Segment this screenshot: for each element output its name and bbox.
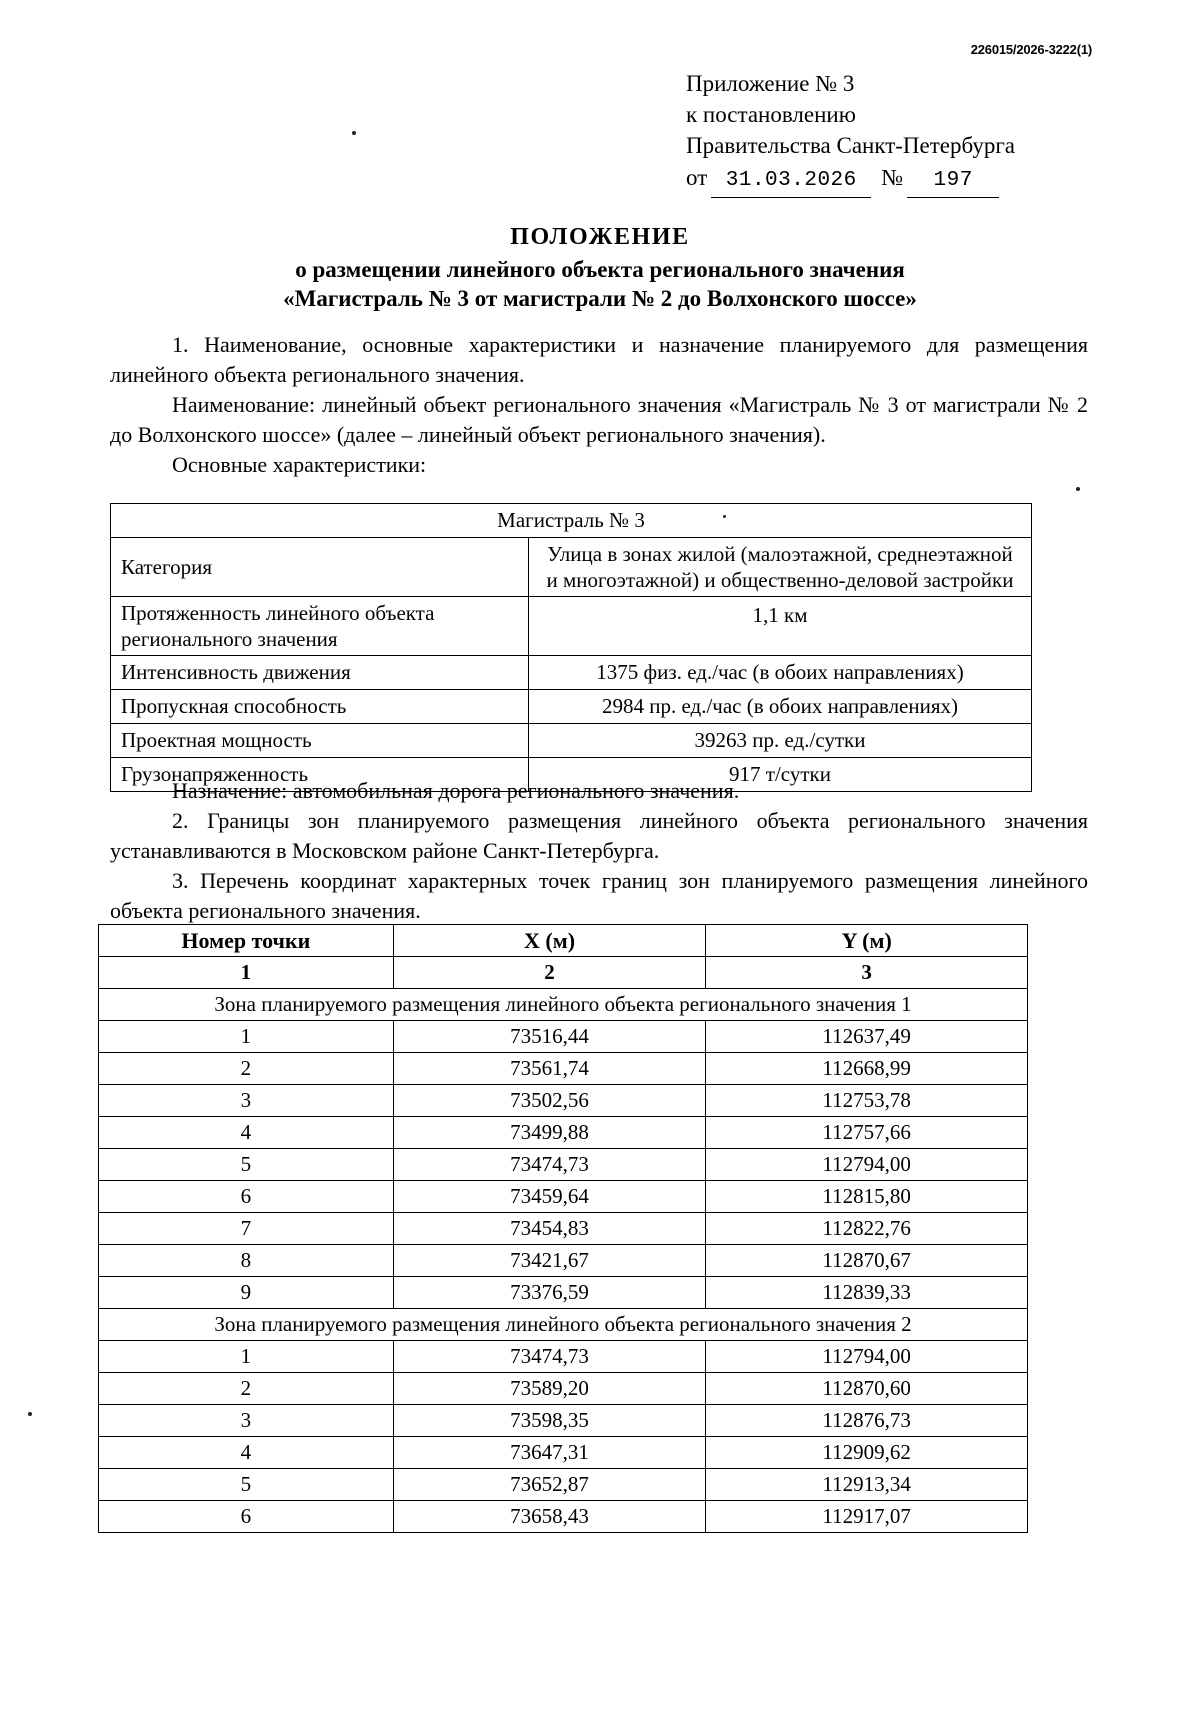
cell-y: 112839,33 (706, 1277, 1028, 1309)
coord-header-point: Номер точки (99, 925, 394, 957)
table-row (111, 538, 1032, 597)
coordinates-table-container (98, 924, 1028, 1533)
char-value-freight-load: 917 т/сутки (529, 758, 1032, 792)
char-label-category: Категория (111, 538, 529, 597)
cell-x: 73589,20 (393, 1373, 706, 1405)
table-row (111, 504, 1032, 538)
scan-speck (1076, 487, 1080, 491)
from-label: от (686, 165, 708, 190)
cell-y: 112794,00 (706, 1341, 1028, 1373)
cell-point: 2 (99, 1373, 394, 1405)
cell-point: 3 (99, 1085, 394, 1117)
char-value-category-line-2: и многоэтажной) и общественно-деловой застройки (546, 568, 1014, 592)
coordinates-table (98, 924, 1028, 1533)
table-row (111, 656, 1032, 690)
coord-colnum-2: 2 (393, 957, 706, 989)
cell-point: 5 (99, 1149, 394, 1181)
page-subtitle (0, 255, 1200, 313)
cell-y: 112870,67 (706, 1245, 1028, 1277)
cell-x: 73376,59 (393, 1277, 706, 1309)
cell-y: 112757,66 (706, 1117, 1028, 1149)
zone-caption-row (99, 989, 1028, 1021)
resolution-date-value: 31.03.2026 (711, 165, 871, 198)
cell-x: 73454,83 (393, 1213, 706, 1245)
number-sign-label: № (881, 165, 904, 190)
cell-y: 112876,73 (706, 1405, 1028, 1437)
cell-point: 7 (99, 1213, 394, 1245)
table-header-row (99, 925, 1028, 957)
cell-point: 3 (99, 1405, 394, 1437)
cell-point: 9 (99, 1277, 394, 1309)
table-row (99, 1021, 1028, 1053)
appendix-label: Приложение № 3 (686, 71, 855, 96)
char-value-length: 1,1 км (529, 597, 1032, 656)
cell-y: 112822,76 (706, 1213, 1028, 1245)
section-2-paragraph-1: Назначение: автомобильная дорога регионального значения. (172, 778, 740, 803)
cell-point: 4 (99, 1437, 394, 1469)
cell-point: 6 (99, 1181, 394, 1213)
table-row (99, 1085, 1028, 1117)
cell-y: 112637,49 (706, 1021, 1028, 1053)
table-row (99, 1501, 1028, 1533)
cell-y: 112917,07 (706, 1501, 1028, 1533)
document-registration-id: 226015/2026-3222(1) (970, 42, 1092, 57)
characteristics-table-title: Магистраль № 3 (111, 504, 1032, 538)
cell-x: 73474,73 (393, 1341, 706, 1373)
page-title: ПОЛОЖЕНИЕ (510, 224, 690, 250)
table-row (99, 1277, 1028, 1309)
cell-point: 2 (99, 1053, 394, 1085)
char-value-design-power: 39263 пр. ед./сутки (529, 724, 1032, 758)
coordinates-table-body (99, 989, 1028, 1533)
section-1-paragraph-2: Наименование: линейный объект регионального значения «Магистраль № 3 от магистрали № 2 до Волхонского шоссе» (далее – линейный объект регионального значения). (110, 392, 1088, 447)
table-column-number-row (99, 957, 1028, 989)
coord-header-x: X (м) (393, 925, 706, 957)
char-label-traffic-intensity: Интенсивность движения (111, 656, 529, 690)
char-label-length-line-2: регионального значения (121, 627, 338, 651)
table-row (99, 1245, 1028, 1277)
cell-y: 112815,80 (706, 1181, 1028, 1213)
cell-point: 1 (99, 1341, 394, 1373)
char-value-traffic-intensity: 1375 физ. ед./час (в обоих направлениях) (529, 656, 1032, 690)
cell-y: 112870,60 (706, 1373, 1028, 1405)
section-2-paragraph-3: 3. Перечень координат характерных точек границ зон планируемого размещения линейного объекта регионального значения. (110, 868, 1088, 923)
characteristics-table-container (110, 503, 1032, 792)
to-resolution-label: к постановлению (686, 102, 856, 127)
cell-x: 73502,56 (393, 1085, 706, 1117)
zone-1-caption: Зона планируемого размещения линейного объекта регионального значения 1 (99, 989, 1028, 1021)
resolution-date-number-line (686, 162, 1015, 198)
coord-header-y: Y (м) (706, 925, 1028, 957)
cell-x: 73516,44 (393, 1021, 706, 1053)
section-2-paragraph-2: 2. Границы зон планируемого размещения линейного объекта регионального значения устанавливаются в Московском районе Санкт-Петербурга. (110, 808, 1088, 863)
table-row (99, 1341, 1028, 1373)
cell-y: 112668,99 (706, 1053, 1028, 1085)
cell-point: 4 (99, 1117, 394, 1149)
government-label: Правительства Санкт-Петербурга (686, 133, 1015, 158)
cell-y: 112794,00 (706, 1149, 1028, 1181)
section-1-paragraph-1: 1. Наименование, основные характеристики и назначение планируемого для размещения линейного объекта регионального значения. (110, 332, 1088, 387)
cell-point: 8 (99, 1245, 394, 1277)
zone-2-caption: Зона планируемого размещения линейного объекта регионального значения 2 (99, 1309, 1028, 1341)
scan-speck (352, 131, 356, 135)
table-row (99, 1149, 1028, 1181)
cell-x: 73474,73 (393, 1149, 706, 1181)
cell-point: 6 (99, 1501, 394, 1533)
char-label-length-line-1: Протяженность линейного объекта (121, 601, 435, 625)
cell-x: 73499,88 (393, 1117, 706, 1149)
table-row (99, 1469, 1028, 1501)
coord-colnum-3: 3 (706, 957, 1028, 989)
section-1-text (110, 330, 1088, 480)
scan-speck (28, 1412, 32, 1416)
char-value-category-line-1: Улица в зонах жилой (малоэтажной, среднеэтажной (547, 542, 1013, 566)
cell-x: 73652,87 (393, 1469, 706, 1501)
cell-y: 112909,62 (706, 1437, 1028, 1469)
cell-x: 73598,35 (393, 1405, 706, 1437)
cell-y: 112913,34 (706, 1469, 1028, 1501)
cell-x: 73459,64 (393, 1181, 706, 1213)
char-label-freight-load: Грузонапряженность (111, 758, 529, 792)
table-row (99, 1117, 1028, 1149)
cell-y: 112753,78 (706, 1085, 1028, 1117)
zone-caption-row (99, 1309, 1028, 1341)
char-label-capacity: Пропускная способность (111, 690, 529, 724)
table-row (99, 1053, 1028, 1085)
table-row (111, 690, 1032, 724)
cell-point: 1 (99, 1021, 394, 1053)
table-row (99, 1213, 1028, 1245)
cell-x: 73561,74 (393, 1053, 706, 1085)
coord-colnum-1: 1 (99, 957, 394, 989)
cell-x: 73421,67 (393, 1245, 706, 1277)
table-row (99, 1405, 1028, 1437)
char-value-category (529, 538, 1032, 597)
char-label-design-power: Проектная мощность (111, 724, 529, 758)
table-row (111, 724, 1032, 758)
table-row (99, 1373, 1028, 1405)
table-row (99, 1437, 1028, 1469)
cell-point: 5 (99, 1469, 394, 1501)
section-2-text (110, 776, 1088, 926)
cell-x: 73647,31 (393, 1437, 706, 1469)
appendix-header (686, 68, 1015, 198)
page-subtitle-line-2: «Магистраль № 3 от магистрали № 2 до Волхонского шоссе» (283, 286, 917, 311)
table-row (99, 1181, 1028, 1213)
char-label-length (111, 597, 529, 656)
section-1-paragraph-3: Основные характеристики: (172, 452, 427, 477)
resolution-number-value: 197 (907, 165, 999, 198)
page-subtitle-line-1: о размещении линейного объекта регионального значения (295, 257, 905, 282)
characteristics-table (110, 503, 1032, 792)
char-value-capacity: 2984 пр. ед./час (в обоих направлениях) (529, 690, 1032, 724)
table-row (111, 597, 1032, 656)
cell-x: 73658,43 (393, 1501, 706, 1533)
